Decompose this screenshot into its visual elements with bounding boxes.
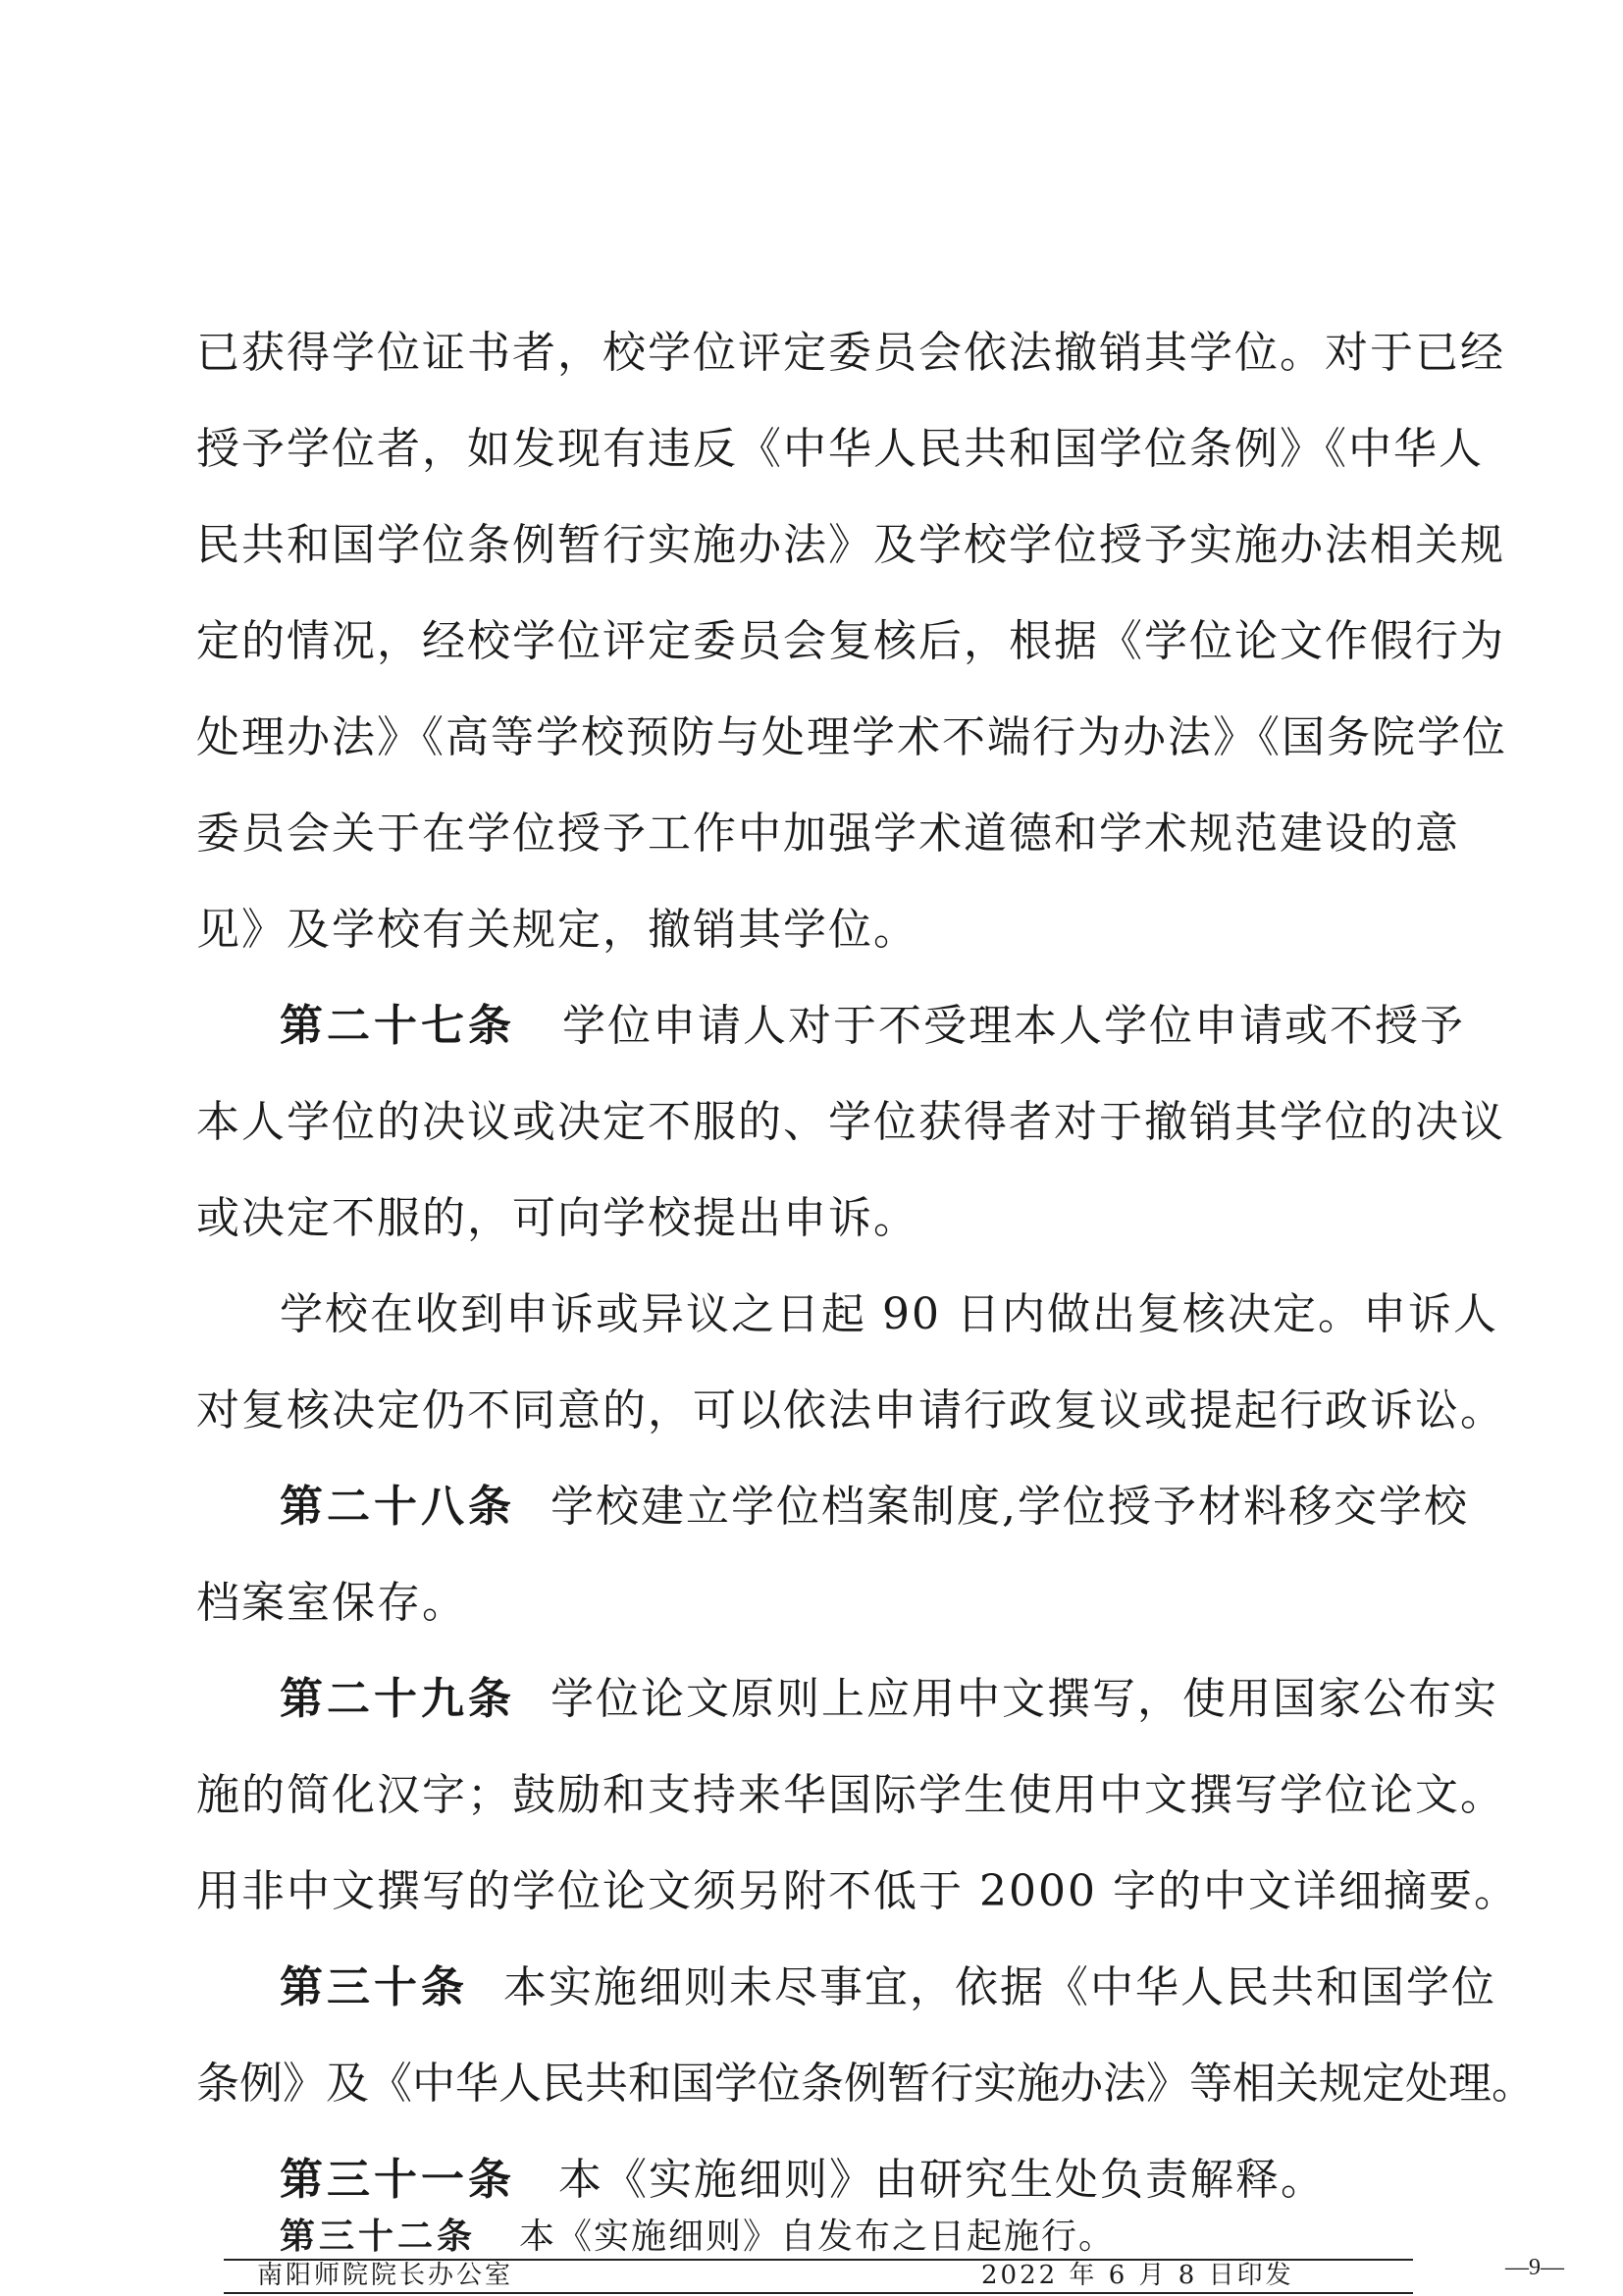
footer-bottom-rule	[224, 2292, 1413, 2294]
article-31-line	[280, 2151, 1442, 2210]
article-28-first-line	[280, 1478, 1469, 1537]
article-heading: 第三十二条	[280, 2217, 477, 2257]
paragraph-line: 用非中文撰写的学位论文须另附不低于 2000 字的中文详细摘要。	[196, 1866, 1519, 1916]
article-27-first-line	[280, 997, 1465, 1056]
paragraph-text: 学位论文原则上应用中文撰写，使用国家公布实	[550, 1674, 1498, 1724]
page-number: —9—	[1505, 2255, 1564, 2280]
paragraph-line: 本人学位的决议或决定不服的、学位获得者对于撤销其学位的决议	[196, 1097, 1505, 1147]
paragraph-line: 民共和国学位条例暂行实施办法》及学校学位授予实施办法相关规	[196, 520, 1505, 570]
paragraph-text: 本《实施细则》自发布之日起施行。	[519, 2217, 1117, 2257]
issuer-name: 南阳师院院长办公室	[257, 2261, 514, 2290]
paragraph-text: 学位申请人对于不受理本人学位申请或不授予	[562, 1001, 1465, 1051]
issue-date: 2022 年 6 月 8 日印发	[981, 2261, 1294, 2290]
paragraph-line: 对复核决定仍不同意的，可以依法申请行政复议或提起行政诉讼。	[196, 1385, 1505, 1435]
paragraph-line: 档案室保存。	[196, 1578, 467, 1628]
article-heading: 第三十条	[280, 1962, 468, 2012]
article-30-first-line	[280, 1958, 1496, 2017]
paragraph-line: 已获得学位证书者，校学位评定委员会依法撤销其学位。对于已经	[196, 328, 1505, 378]
paragraph-line: 处理办法》《高等学校预防与处理学术不端行为办法》《国务院学位	[196, 712, 1507, 762]
paragraph-text: 学校建立学位档案制度,学位授予材料移交学校	[550, 1482, 1469, 1532]
article-heading: 第二十八条	[280, 1482, 515, 1532]
paragraph-line: 或决定不服的，可向学校提出申诉。	[196, 1193, 918, 1243]
paragraph-line: 授予学位者，如发现有违反《中华人民共和国学位条例》《中华人	[196, 424, 1484, 474]
paragraph-text: 本《实施细则》由研究生处负责解释。	[558, 2155, 1326, 2205]
paragraph-line: 委员会关于在学位授予工作中加强学术道德和学术规范建设的意	[196, 809, 1460, 859]
article-29-first-line	[280, 1670, 1498, 1729]
article-32-line	[280, 2214, 1442, 2261]
article-heading: 第二十九条	[280, 1674, 515, 1724]
paragraph-line: 学校在收到申诉或异议之日起 90 日内做出复核决定。申诉人	[280, 1289, 1498, 1339]
paragraph-text: 本实施细则未尽事宜，依据《中华人民共和国学位	[503, 1962, 1496, 2012]
paragraph-line: 见》及学校有关规定，撤销其学位。	[196, 905, 918, 955]
article-heading: 第三十一条	[280, 2155, 515, 2205]
paragraph-line: 施的简化汉字；鼓励和支持来华国际学生使用中文撰写学位论文。	[196, 1770, 1505, 1820]
paragraph-line: 条例》及《中华人民共和国学位条例暂行实施办法》等相关规定处理。	[196, 2059, 1535, 2109]
paragraph-line: 定的情况，经校学位评定委员会复核后，根据《学位论文作假行为	[196, 616, 1505, 666]
article-heading: 第二十七条	[280, 1001, 515, 1051]
